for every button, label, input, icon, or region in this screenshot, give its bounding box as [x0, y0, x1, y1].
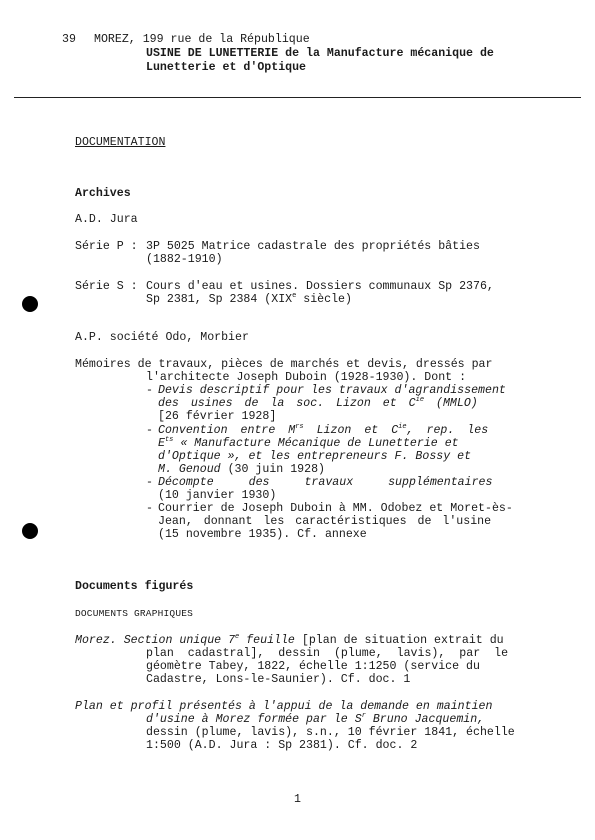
- list-item: [146, 424, 530, 476]
- doc2-line2: [146, 713, 530, 726]
- doc1-line4: Cadastre, Lons-le-Saunier). Cf. doc. 1: [146, 673, 411, 686]
- header-rule: [14, 97, 581, 98]
- item2-sup3: ts: [164, 436, 174, 445]
- list-item: [146, 384, 530, 423]
- serie-s-label: Série S :: [75, 280, 138, 293]
- serie-s-line2: Sp 2381, Sp 2384 (XIX: [146, 293, 293, 306]
- item4-line2: Jean, donnant les caractéristiques de l'usine: [158, 515, 492, 528]
- doc1-sup: e: [235, 633, 240, 642]
- item1-line3: [26 février 1928]: [158, 410, 277, 423]
- item2-sup2: ie: [398, 423, 407, 432]
- doc2-line2-start: d'usine à Morez formée par le S: [146, 713, 362, 726]
- header-title-line2: Lunetterie et d'Optique: [146, 61, 307, 74]
- doc2-line2-end: Bruno Jacquemin,: [365, 713, 485, 726]
- doc1-line1: [75, 634, 530, 647]
- serie-p-line1: 3P 5025 Matrice cadastrale des propriétés bâties: [146, 240, 480, 253]
- ad-jura: A.D. Jura: [75, 213, 138, 226]
- serie-p-label: Série P :: [75, 240, 138, 253]
- documents-subheading: DOCUMENTS GRAPHIQUES: [75, 608, 194, 619]
- item2-line1-end: , rep. les: [406, 424, 489, 437]
- item1-line1: Devis descriptif pour les travaux d'agrandissement: [158, 384, 506, 397]
- memoires-line2: l'architecte Joseph Duboin (1928-1930). Dont :: [146, 371, 467, 384]
- documents-heading: Documents figurés: [75, 580, 194, 593]
- item2-line2-end: « Manufacture Mécanique de Lunetterie et: [173, 437, 459, 450]
- doc2-sup: r: [361, 712, 366, 721]
- list-dash: -: [146, 502, 153, 515]
- item3-line2: (10 janvier 1930): [158, 489, 277, 502]
- serie-p-text: [146, 240, 530, 266]
- section-title: DOCUMENTATION: [75, 136, 166, 149]
- doc2-line3: dessin (plume, lavis), s.n., 10 février 1841, échelle: [146, 726, 515, 739]
- item2-line4: M. Genoud: [158, 463, 221, 476]
- item2-sup1: rs: [295, 423, 304, 432]
- serie-s-sup: e: [292, 292, 297, 301]
- page-number: 1: [294, 793, 301, 806]
- item2-line3: d'Optique », et les entrepreneurs F. Bossy et: [158, 450, 472, 463]
- header-title-line1: USINE DE LUNETTERIE de la Manufacture mécanique de: [146, 47, 494, 60]
- serie-s-line2-end: siècle): [296, 293, 352, 306]
- list-dash: -: [146, 424, 153, 437]
- notice-number: 39: [62, 33, 76, 46]
- doc1-line2: plan cadastral], dessin (plume, lavis), par le: [146, 647, 509, 660]
- item3-line1: Décompte des travaux supplémentaires: [158, 476, 493, 489]
- doc1-title: Morez. Section unique 7: [75, 634, 236, 647]
- item1-line2-end: (MMLO): [424, 397, 478, 410]
- header-address: MOREZ, 199 rue de la République: [94, 33, 310, 46]
- item4-line1: Courrier de Joseph Duboin à MM. Odobez et Moret-ès-: [158, 502, 513, 515]
- item2-line4-end: (30 juin 1928): [220, 463, 325, 476]
- punch-hole-bottom: [22, 523, 38, 539]
- item1-line2: des usines de la soc. Lizon et C: [158, 397, 416, 410]
- doc1-title-end: feuille: [239, 634, 295, 647]
- doc1-desc: [plan de situation extrait du: [294, 634, 504, 647]
- list-dash: -: [146, 476, 153, 489]
- list-item: [146, 476, 530, 502]
- doc2-line4: 1:500 (A.D. Jura : Sp 2381). Cf. doc. 2: [146, 739, 418, 752]
- item1-sup: ie: [415, 396, 425, 405]
- serie-s-text: [146, 280, 530, 306]
- archives-heading: Archives: [75, 187, 131, 200]
- serie-p-line2: (1882-1910): [146, 253, 223, 266]
- memoires-line1: Mémoires de travaux, pièces de marchés et devis, dressés par: [75, 358, 493, 371]
- ap-odo: A.P. société Odo, Morbier: [75, 331, 249, 344]
- list-dash: -: [146, 384, 153, 397]
- item2-line2: E: [158, 437, 165, 450]
- item4-line3: (15 novembre 1935). Cf. annexe: [158, 528, 367, 541]
- punch-hole-top: [22, 296, 38, 312]
- doc1-line3: géomètre Tabey, 1822, échelle 1:1250 (service du: [146, 660, 480, 673]
- list-item: [146, 502, 530, 541]
- doc2-line1: Plan et profil présentés à l'appui de la demande en maintien: [75, 700, 493, 713]
- item2-line1: Convention entre M: [158, 424, 296, 437]
- serie-s-line1: Cours d'eau et usines. Dossiers communaux Sp 2376,: [146, 280, 494, 293]
- item2-line1-mid: Lizon et C: [303, 424, 399, 437]
